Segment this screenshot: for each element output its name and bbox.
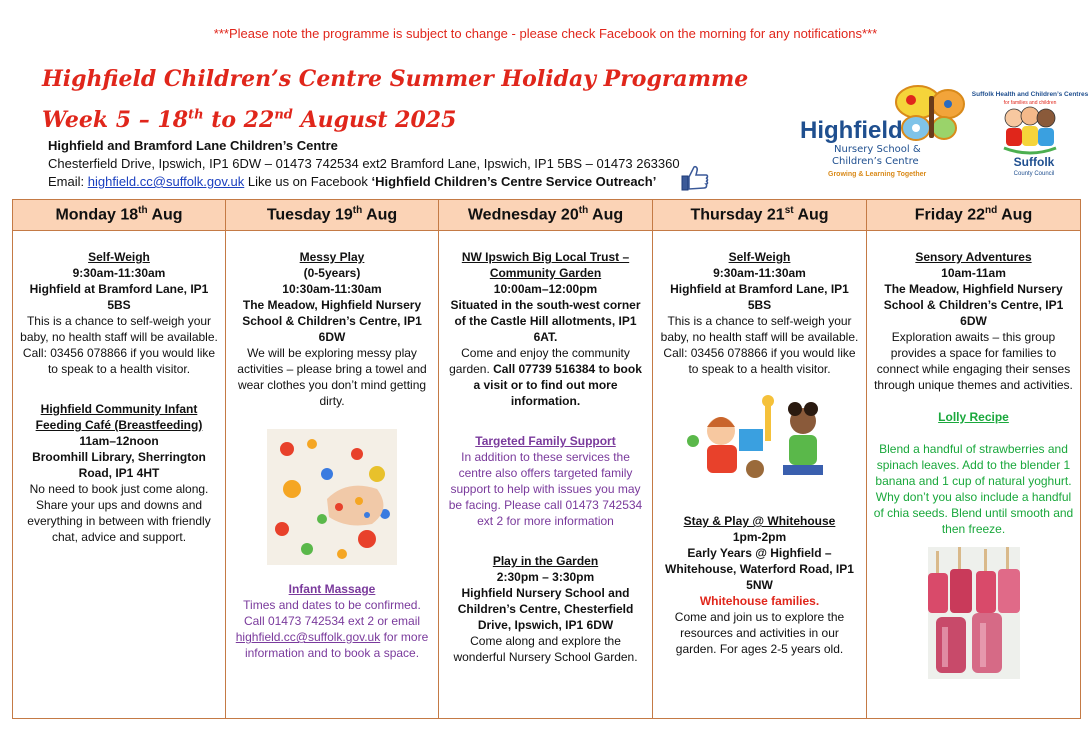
event-title: Messy Play	[299, 250, 365, 264]
weekly-programme-table	[12, 199, 1081, 719]
facebook-page-name: ‘Highfield Children’s Centre Service Outreach’	[371, 174, 657, 189]
week-title: Week 5 – 18th to 22nd August 2025	[42, 107, 457, 133]
table-row	[13, 231, 1081, 719]
svg-text:Suffolk: Suffolk	[1013, 155, 1055, 169]
event-title: Stay & Play @ Whitehouse	[683, 514, 836, 528]
butterfly-icon	[896, 86, 964, 140]
day-header-thursday: Thursday 21st Aug	[653, 200, 867, 231]
wednesday-cell: NW Ipswich Big Local Trust – Community Garden 10:00am–12:00pm Situated in the south-west corner of the Castle Hill allotments, IP1 6AT. Come and enjoy the community garden. Call 07739 516384 to book a visit or to find out more information. Targeted Family Support In addition to these services the centre also offers targeted family support to help with issues you may be facing. Please call 01473 742534 ext 2 for more information Play in the Garden 2:30pm – 3:30pm Highfield Nursery School and Children’s Centre, Chesterfield Drive, Ipswich, IP1 6DW Come along and explore the wonderful Nursery School Garden.	[439, 231, 653, 719]
day-header-monday: Monday 18th Aug	[13, 200, 226, 231]
svg-text:County Council: County Council	[1013, 171, 1055, 177]
notice-banner: ***Please note the programme is subject to change - please check Facebook on the morning for any notifications***	[213, 26, 878, 41]
highfield-logo	[798, 84, 968, 180]
monday-cell: Self-Weigh 9:30am-11:30am Highfield at Bramford Lane, IP1 5BS This is a chance to self-weigh your baby, no health staff will be available. Call: 03456 078866 if you would like to speak to a health visitor. Highfield Community Infant Feeding Café (Breastfeeding) 11am–12noon Broomhill Library, Sherrington Road, IP1 4HT No need to book just come along. Share your ups and downs and everything in between with friendly chat, advice and support.	[13, 231, 226, 719]
children-icon	[1004, 107, 1056, 153]
facebook-like-icon[interactable]	[680, 163, 710, 193]
contact-line: Email: highfield.cc@suffolk.gov.uk Like us on Facebook ‘Highfield Children’s Centre Service Outreach’	[48, 174, 657, 189]
svg-text:Nursery School &: Nursery School &	[834, 144, 921, 155]
svg-text:Growing & Learning Together: Growing & Learning Together	[828, 171, 927, 178]
friday-cell: Sensory Adventures 10am-11am The Meadow, Highfield Nursery School & Children’s Centre, IP1 6DW Exploration awaits – this group provides a space for families to connect while engaging their senses through unique themes and activities. Lolly Recipe Blend a handful of strawberries and spinach leaves. Add to the blender 1 banana and 1 cup of natural yoghurt. Why don’t you also include a handful of chia seeds. Blend until smooth and then freeze.	[867, 231, 1081, 719]
event-title: Play in the Garden	[492, 554, 599, 568]
day-header-tuesday: Tuesday 19th Aug	[226, 200, 439, 231]
lolly-recipe-block: Lolly Recipe Blend a handful of strawberries and spinach leaves. Add to the blender 1 banana and 1 cup of natural yoghurt. Why don’t you also include a handful of chia seeds. Blend until smooth and then freeze.	[873, 410, 1074, 536]
targeted-support-block: Targeted Family Support In addition to these services the centre also offers targeted family support to help with issues you may be facing. Please call 01473 742534 ext 2 for more information	[445, 433, 646, 529]
tuesday-cell: Messy Play (0-5years) 10:30am-11:30am The Meadow, Highfield Nursery School & Children’s Centre, IP1 6DW We will be exploring messy play activities – please bring a towel and wear clothes you don’t mind getting dirty. Infant Massage Times and dates to be confirmed. Call 01473 742534 ext 2 or email highfield.cc@suffolk.gov.uk for more information and to book a space.	[226, 231, 439, 719]
day-header-friday: Friday 22nd Aug	[867, 200, 1081, 231]
svg-text:Suffolk Health and Children’s: Suffolk Health and Children’s Centres	[971, 91, 1089, 98]
suffolk-logo	[971, 86, 1089, 178]
messy-play-image	[267, 429, 397, 565]
event-title: Highfield Community Infant Feeding Café (Breastfeeding)	[35, 402, 203, 432]
event-title: Lolly Recipe	[938, 410, 1009, 424]
centre-address: Chesterfield Drive, Ipswich, IP1 6DW – 01473 742534 ext2 Bramford Lane, Ipswich, IP1 5BS – 01473 263360	[48, 156, 680, 171]
logo-name: Highfield	[800, 117, 903, 144]
event-title: Sensory Adventures	[915, 250, 1032, 264]
table-header-row	[13, 200, 1081, 231]
event-title: NW Ipswich Big Local Trust – Community Garden	[461, 250, 630, 280]
page-title: Highfield Children’s Centre Summer Holiday Programme	[42, 66, 749, 92]
svg-text:for families and children: for families and children	[1003, 100, 1057, 106]
ice-lolly-image	[928, 547, 1020, 679]
email-link[interactable]: highfield.cc@suffolk.gov.uk	[235, 630, 381, 644]
email-link[interactable]: highfield.cc@suffolk.gov.uk	[87, 174, 245, 189]
children-playing-image	[685, 391, 835, 487]
centre-name: Highfield and Bramford Lane Children’s Centre	[48, 138, 338, 153]
svg-text:Children’s Centre: Children’s Centre	[832, 156, 919, 167]
event-title: Infant Massage	[288, 582, 376, 596]
thursday-cell: Self-Weigh 9:30am-11:30am Highfield at Bramford Lane, IP1 5BS This is a chance to self-weigh your baby, no health staff will be available. Call: 03456 078866 if you would like to speak to a health visitor. Stay & Play @ Whitehouse 1pm-2pm Early Years @ Highfield – Whitehouse, Waterford Road, IP1 5NW Whitehouse families. Come and join us to explore the resources and activities in our garden. For ages 2-5 years old.	[653, 231, 867, 719]
event-title: Targeted Family Support	[475, 434, 616, 448]
infant-massage-block: Infant Massage Times and dates to be confirmed. Call 01473 742534 ext 2 or email highfield.cc@suffolk.gov.uk for more information and to book a space.	[232, 581, 432, 661]
event-title: Self-Weigh	[728, 250, 791, 264]
day-header-wednesday: Wednesday 20th Aug	[439, 200, 653, 231]
event-title: Self-Weigh	[88, 250, 150, 264]
